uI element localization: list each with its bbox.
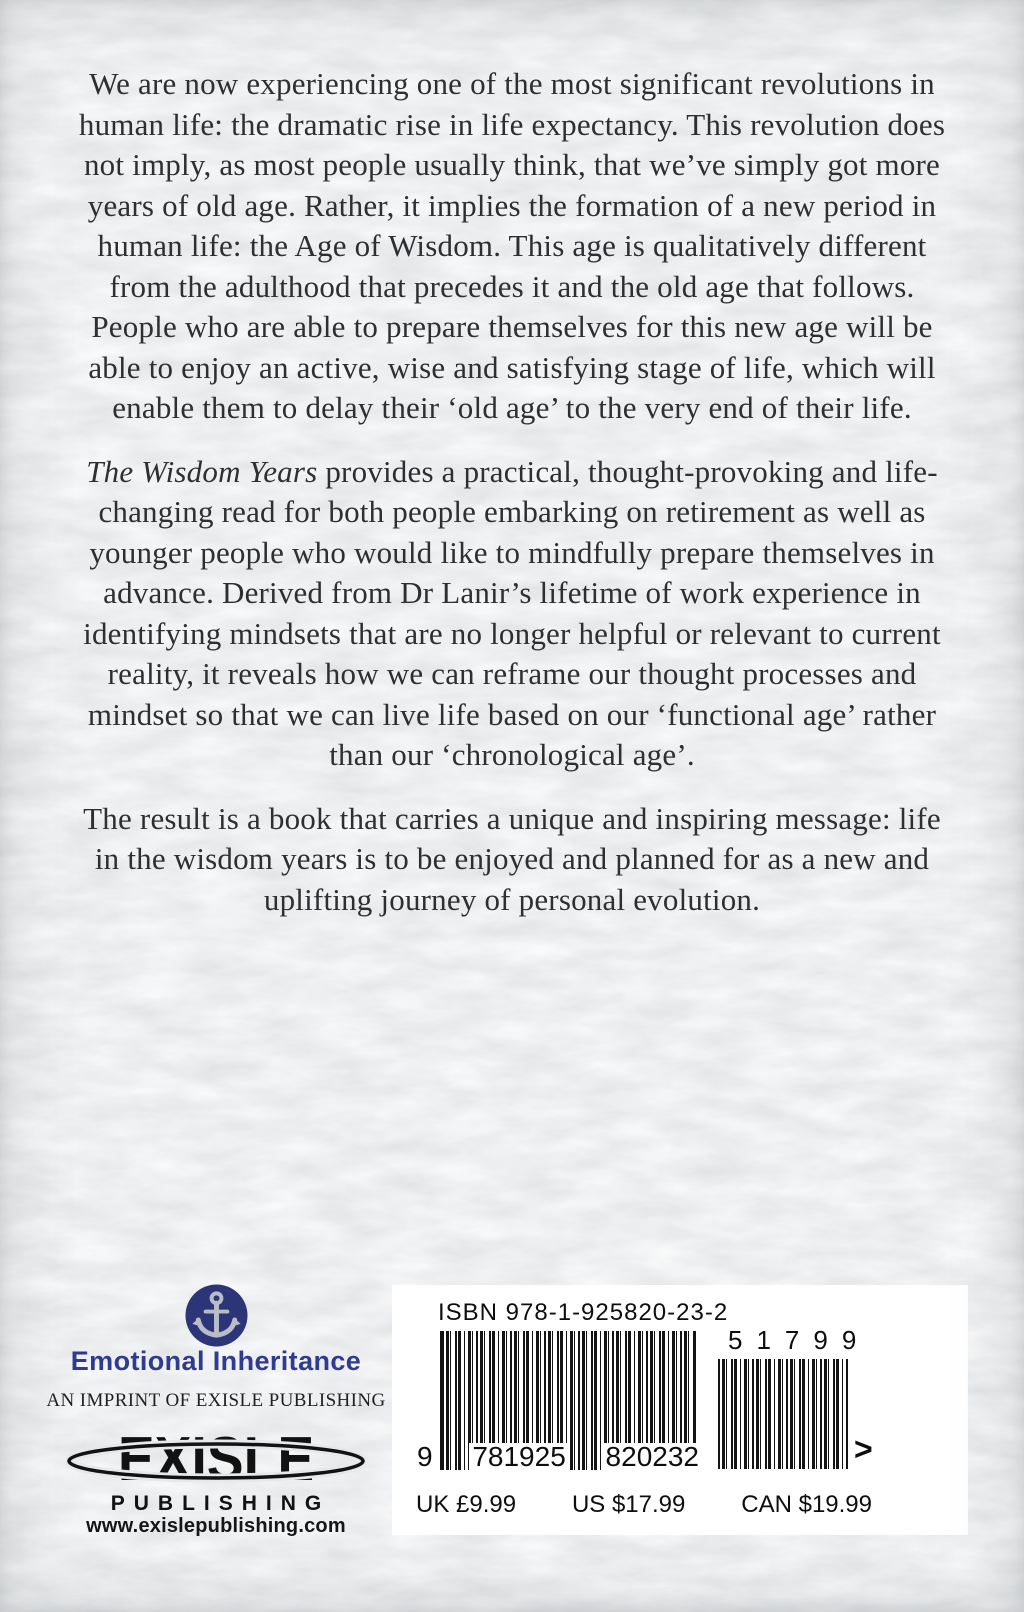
blurb-paragraph-2 [76, 452, 948, 776]
exisle-publishing-logo [66, 1423, 366, 1494]
publisher-website-url: www.exislepublishing.com [86, 1515, 346, 1537]
ean-digit-group: 781925 [469, 1443, 568, 1471]
exisle-logo-wordmark: EXISLE [117, 1423, 315, 1494]
imprint-brand-name: Emotional Inheritance [70, 1346, 362, 1376]
exisle-logo-publishing: PUBLISHING [110, 1492, 331, 1515]
back-cover-blurb [76, 64, 948, 920]
isbn-number: ISBN 978-1-925820-23-2 [438, 1299, 729, 1326]
ean-digit-group: 820232 [603, 1443, 702, 1471]
price-supplement-digits: 51799 [728, 1325, 871, 1355]
blurb-paragraph-2-text: provides a practical, thought-provoking and life-changing read for both people embarking on retirement as well as younger people who would like to mindfully prepare themselves in advance. Derived from Dr Lanir’s lifetime of work experience in identifying mindsets that are no longer helpful or relevant to current reality, it reveals how we can reframe our thought processes and mindset so that we can live life based on our ‘functional age’ rather than our ‘chronological age’. [83, 453, 941, 772]
blurb-paragraph-3: The result is a book that carries a unique and inspiring message: life in the wisdom years is to be enjoyed and planned for as a new and uplifting journey of personal evolution. [83, 800, 941, 917]
price-us: US $17.99 [571, 1491, 686, 1518]
ean-digit-group: 9 [414, 1443, 436, 1471]
blurb-paragraph-1: We are now experiencing one of the most significant revolutions in human life: the dramatic rise in life expectancy. This revolution does not imply, as most people usually think, that we’ve simply got more years of old age. Rather, it implies the formation of a new period in human life: the Age of Wisdom. This age is qualitatively different from the adulthood that precedes it and the old age that follows. People who are able to prepare themselves for this new age will be able to enjoy an active, wise and satisfying stage of life, which will enable them to delay their ‘old age’ to the very end of their life. [78, 66, 946, 425]
price-uk: UK £9.99 [416, 1491, 517, 1518]
anchor-logo-icon [185, 1284, 248, 1347]
imprint-tagline: AN IMPRINT OF EXISLE PUBLISHING [46, 1390, 386, 1411]
barcode-quiet-zone-arrow: > [854, 1431, 873, 1467]
price-supplement-barcode [718, 1359, 848, 1469]
exisle-logo-ellipse [66, 1423, 366, 1494]
price-can: CAN $19.99 [741, 1491, 872, 1518]
price-row [416, 1491, 872, 1519]
barcode-panel [392, 1285, 968, 1535]
ean13-digits [414, 1443, 702, 1471]
book-title-italic: The Wisdom Years [86, 453, 318, 489]
